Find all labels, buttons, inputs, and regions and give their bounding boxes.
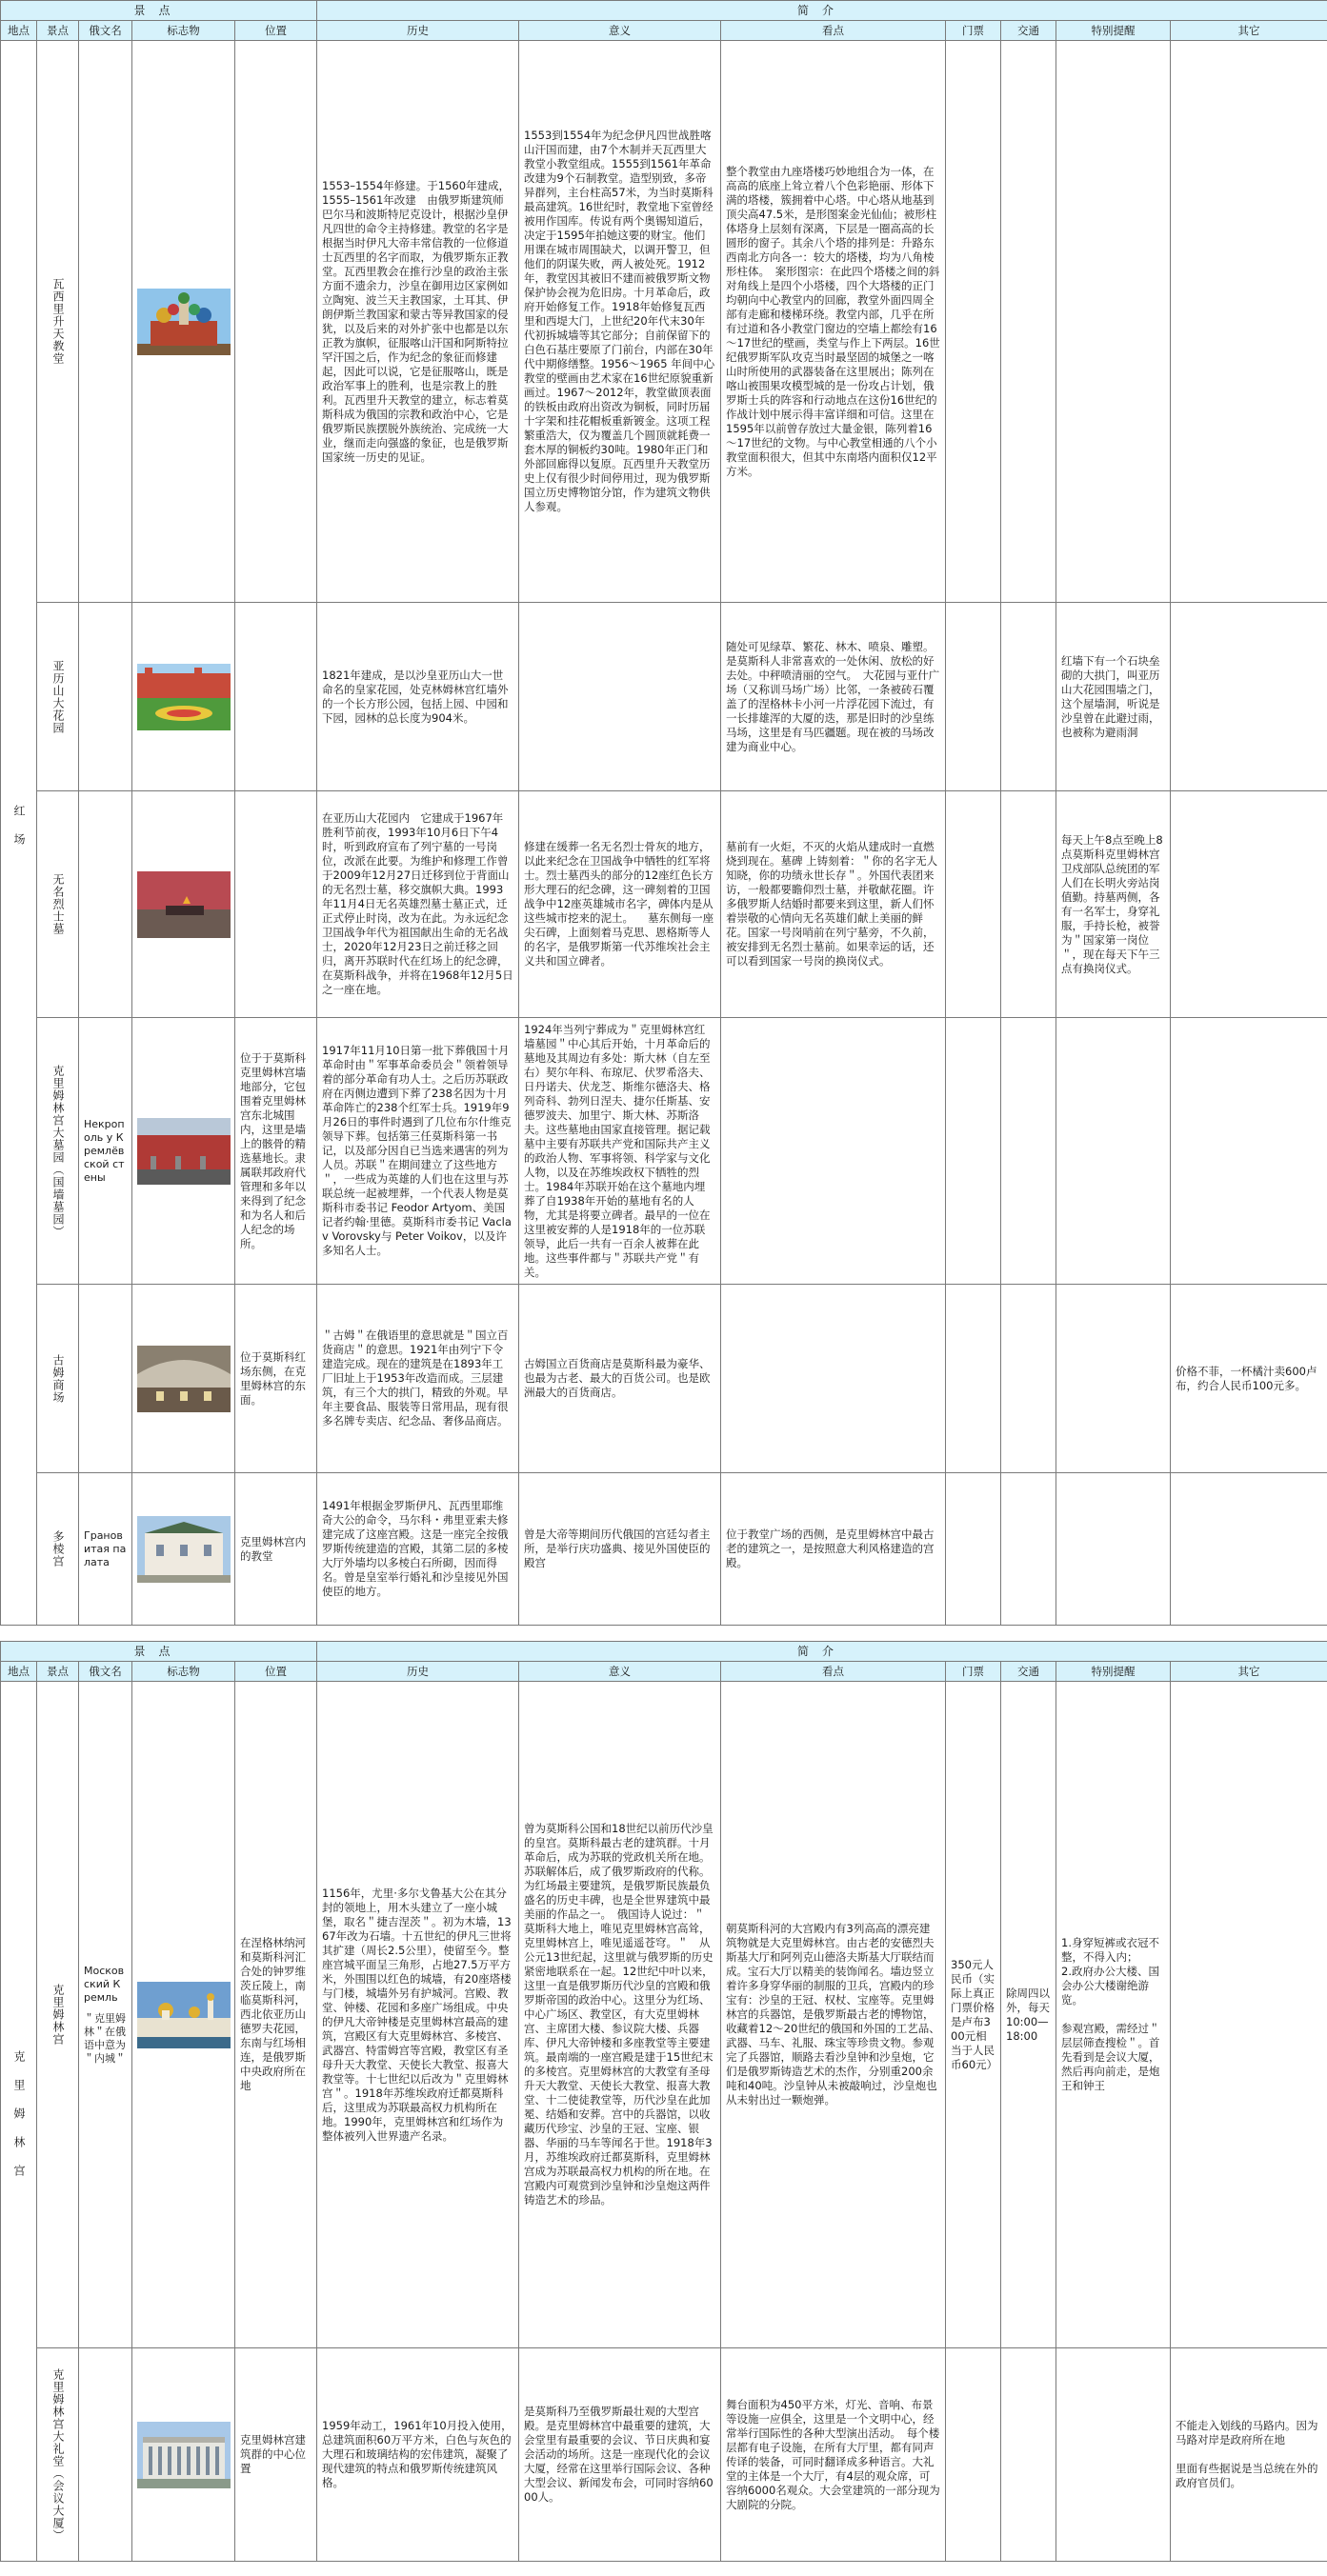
col-reminder: 特别提醒: [1056, 1662, 1171, 1682]
col-place: 地点: [1, 1662, 37, 1682]
russian-name: Грановитая палата: [79, 1473, 132, 1626]
transport-cell: [1001, 1473, 1056, 1626]
congress-palace-icon: [137, 2422, 231, 2488]
table-row: [1, 1473, 1327, 1626]
table-row: [1, 1682, 1327, 2348]
place-kremlin: 克里姆林宫: [1, 1682, 37, 2562]
russian-name: [79, 41, 132, 603]
history-cell: 1156年，尤里·多尔戈鲁基大公在其分封的领地上，用木头建立了一座小城堡，取名＂捷吉涅茨＂。初为木墙，1367年改为石墙。十五世纪的伊凡三世将其扩建（周长2.5公里），使留至今。整座宫城平面呈三角形，占地27.5万平方米，外围围以红色的城墙，有20座塔楼与门楼，城墙外另有护城河。宫殿、教堂、钟楼、花园和多座广场组成。中央的伊凡大帝钟楼是克里姆林宫最高的建筑，宫殿区有大克里姆林宫、多棱宫、武器宫、特雷姆宫等宫殿，教堂区有圣母升天大教堂、天使长大教堂、报喜大教堂等。十七世纪以后改为＂克里姆林宫＂。1918年苏维埃政府迁都莫斯科后，这里成为苏联最高权力机构所在地。1990年，克里姆林宫和红场作为整体被列入世界遗产名录。: [317, 1682, 519, 2348]
st-basil-cathedral-icon: [137, 289, 231, 355]
other-cell: [1171, 41, 1327, 603]
other-cell: 不能走入划线的马路内。因为马路对岸是政府所在地 里面有些据说是当总统在外的政府官员们。: [1171, 2348, 1327, 2562]
meaning-cell: 古姆国立百货商店是莫斯科最为豪华、也最为古老、最大的百货公司。也是欧洲最大的百货商店。: [519, 1285, 721, 1473]
history-cell: 1553–1554年修建。于1560年建成，1555–1561年改建 由俄罗斯建筑师巴尔马和波斯特尼克设计，根据沙皇伊凡四世的命令主持修建。教堂的名字是根据当时伊凡大帝丰常信教的一位修道士瓦西里的名字而取，为俄罗斯东正教堂。瓦西里教会在推行沙皇的政治主张方面不遗余力，沙皇在御用边区家例如立陶宛、波兰天主教国家，土耳其、伊朗伊斯兰教国家和蒙古等异教国家的侵犹，以及后来的对外扩张中也都是以东正教为旗帜，征服喀山汗国和阿斯特拉罕汗国之后，作为纪念的象征而修建起，因此可以说，它是征服喀山，既是政治军事上的胜利，也是宗教上的胜利。瓦西里升天教堂的建立，标志着莫斯科成为俄国的宗教和政治中心，它是俄罗斯民族摆脱外族统治、完成统一大业，继而走向强盛的象征，也是俄罗斯国家统一历史的见证。: [317, 41, 519, 603]
location-cell: 位于莫斯科红场东侧，在克里姆林宫的东面。: [235, 1285, 317, 1473]
russian-name: [79, 1682, 132, 2348]
landmark-image: [132, 1682, 235, 2348]
landmark-image: [132, 41, 235, 603]
russian-name-text: Московский Кремль: [84, 1964, 125, 2004]
highlights-cell: 舞台面积为450平方米，灯光、音响、布景等设施一应俱全，这里是一个文明中心，经常举行国际性的各种大型演出活动。 每个楼层都有电子设施，在所有大厅里，都有同声传译的装备，可同时翻译成多种语言。大礼堂的主体是一个大厅，有4层的观众席，可容纳6000名观众。大会堂建筑的一部分现为大剧院的分院。: [721, 2348, 946, 2562]
history-cell: 1491年根据金罗斯伊凡、瓦西里耶维奇大公的命令，马尔科・弗里亚索夫修建完成了这座宫殿。这是一座完全按俄罗斯传统建造的宫殿，其第二层的多棱大厅外墙均以多棱白石所砌，因而得名。曾是皇室举行婚礼和沙皇接见外国使臣的地方。: [317, 1473, 519, 1626]
section-intro: 简介: [317, 1, 1327, 21]
alexander-garden-icon: [137, 664, 231, 730]
location-cell: 在涅格林纳河和莫斯科河汇合处的钟罗维茨丘陵上，南临莫斯科河，西北依亚历山德罗夫花园，东南与红场相连，是俄罗斯中央政府所在地: [235, 1682, 317, 2348]
transport-cell: [1001, 41, 1056, 603]
location-cell: [235, 791, 317, 1018]
meaning-cell: 曾是大帝等期间历代俄国的宫廷勾者主所，是举行庆功盛典、接见外国使臣的殿宫: [519, 1473, 721, 1626]
transport-cell: [1001, 1285, 1056, 1473]
table-row: [1, 1285, 1327, 1473]
table-row: [1, 41, 1327, 603]
russian-name: [79, 791, 132, 1018]
attraction-name: 古姆商场: [37, 1285, 79, 1473]
other-cell: [1171, 1682, 1327, 2348]
col-attraction: 景点: [37, 21, 79, 41]
tomb-unknown-soldier-icon: [137, 871, 231, 938]
section-header-row: [1, 1, 1327, 21]
meaning-cell: [519, 603, 721, 791]
meaning-cell: 1553到1554年为纪念伊凡四世战胜喀山汗国而建，由7个木制并天瓦西里大教堂小教堂组成。1555到1561年革命改建为9个石制教堂。造型别致，多帝异群列，主台柱高57米，为当时莫斯科最高建筑。16世纪时，教堂地下室曾经被用作国库。传说有两个奥锡知道后，决定于1595年拍她这要的财宝。他们用课在城市周围缺犬，以调开警卫，但他们的阴谋失败，两人被处死。1912年，教堂因其被旧不建而被俄罗斯文物保护协会视为危旧房。十月革命后，政府开始修复工作。1918年始修复瓦西里和西堤大门，上世纪20年代末30年代初拆城墙等其它部分；自前保留下的白色石基庄要原了门前台，内部在30年代中期修缮整。1956～1965 年间中心教堂的壁画由艺术家在16世纪原貌重新画过。1967～2012年，教堂做顶表面的铁板由政府出资改为铜板，同时历届十字架和挂花帽板重新镀金。这项工程繁重浩大，仅为覆盖几个圆顶就耗费一套木厚的铜板约30吨。1980年正门和外部回廊得以复原。瓦西里升天教堂历史上仅有很少时间停用过，现为俄罗斯国立历史博物馆分馆，作为建筑文物供人参观。: [519, 41, 721, 603]
kremlin-icon: [137, 1982, 231, 2048]
landmark-image: [132, 1018, 235, 1285]
other-cell: 价格不菲，一杯橘汁卖600卢布，约合人民币100元多。: [1171, 1285, 1327, 1473]
transport-cell: [1001, 1018, 1056, 1285]
ticket-cell: 350元人民币（实际上真正门票价格是卢布300元相当于人民币60元）: [946, 1682, 1001, 2348]
landmark-image: [132, 603, 235, 791]
col-landmark: 标志物: [132, 21, 235, 41]
place-red-square: 红场: [1, 41, 37, 1626]
history-cell: 1917年11月10日第一批下葬俄国十月革命时由＂军事革命委员会＂领着领导着的部分革命有功人士。之后历苏联政府在丙侧边遭到下葬了238名因为十月革命阵亡的238个红军士兵。1919年9月26日的事件时遇到了几位布尔什维克领导下葬。包括第三任莫斯科第一书记，以及部分因自已当选来遇害的列为人员。苏联＂在期间建立了这些地方＂，一些成为英雄的人们也在这里与苏联总统一起被埋葬，一个代表人物是莫斯科市委书记 Feodor Artyom、美国记者约翰·里德。莫斯科市委书记 Vaclav Vorovsky与 Peter Voikov，以及许多知名人士。: [317, 1018, 519, 1285]
col-russian-name: 俄文名: [79, 21, 132, 41]
ticket-cell: [946, 791, 1001, 1018]
column-header-row: [1, 21, 1327, 41]
palace-of-facets-icon: [137, 1516, 231, 1583]
reminder-cell: [1056, 1285, 1171, 1473]
meaning-cell: 1924年当列宁葬成为＂克里姆林宫红墙墓园＂中心其后开始，十月革命后的墓地及其周边有多处：斯大林（自左至右）契尔年科、布琼尼、伏罗希洛夫、日丹诺夫、伏龙芝、斯维尔德洛夫、格列奇科、勃列日涅夫、捷尔任斯基、安德罗波夫、加里宁、斯大林、苏斯洛夫。这些墓地由国家直接管理。据记载墓中主要有苏联共产党和国际共产主义的政治人物、军事将领、科学家与文化人物，以及在苏维埃政权下牺牲的烈士。1984年苏联开始在这个墓地内埋葬了自1938年开始的墓地有名的人物，尤其是将要立碑者。最早的一位在这里被安葬的人是1918年的一位苏联领导，此后一共有一百余人被葬在此地。这些事件都与＂苏联共产党＂有关。: [519, 1018, 721, 1285]
attraction-name: 克里姆林宫大墓园（国墙墓园）: [37, 1018, 79, 1285]
highlights-cell: 墓前有一火炬，不灭的火焰从建成时一直燃烧到现在。墓碑 上铸刻着：＂你的名字无人知晓，你的功绩永世长存＂。外国代表团来访，一般都要瞻仰烈士墓，并敬献花圈。许多俄罗斯人结婚时都要来到这里，新人们怀着崇敬的心情向无名英雄们献上美丽的鲜花。国家一号岗哨前在列宁墓旁，不久前，被安排到无名烈士墓前。如果幸运的话，还可以看到国家一号岗的换岗仪式。: [721, 791, 946, 1018]
reminder-cell: [1056, 41, 1171, 603]
landmark-image: [132, 2348, 235, 2562]
landmark-image: [132, 1285, 235, 1473]
landmark-image: [132, 1473, 235, 1626]
other-cell: [1171, 1473, 1327, 1626]
reminder-cell: 红墙下有一个石块垒砌的大拱门，叫亚历山大花园围墙之门，这个屋墙洞，听说是沙皇曾在此避过雨，也被称为避雨洞: [1056, 603, 1171, 791]
ticket-cell: [946, 1285, 1001, 1473]
ticket-cell: [946, 603, 1001, 791]
location-cell: [235, 41, 317, 603]
table-row: [1, 603, 1327, 791]
section-scenery: 景点: [1, 1, 317, 21]
highlights-cell: 朝莫斯科河的大宫殿内有3列高高的漂亮建筑物就是大克里姆林宫。由古老的安德烈夫斯基大厅和阿列克山德洛夫斯基大厅联结而成。宝石大厅以精美的装饰闻名。墙边竖立着许多身穿华丽的制服的卫兵，宫殿内的珍宝有：沙皇的王冠、权杖、宝座等。克里姆林宫的兵器馆，是俄罗斯最古老的博物馆，收藏着12～20世纪的俄国和外国的工艺品、武器、马车、礼服、珠宝等珍贵文物。参观完了兵器馆，顺路去看沙皇钟和沙皇炮，它们是俄罗斯铸造艺术的杰作，分别重200余吨和40吨。沙皇钟从未被敲响过，沙皇炮也从未射出过一颗炮弹。: [721, 1682, 946, 2348]
table-row: [1, 2348, 1327, 2562]
attraction-name: 克里姆林宫大礼堂（会议大厦）: [37, 2348, 79, 2562]
reminder-cell: [1056, 2348, 1171, 2562]
column-header-row: [1, 1662, 1327, 1682]
location-cell: [235, 603, 317, 791]
col-history: 历史: [317, 1662, 519, 1682]
attraction-name: 瓦西里升天教堂: [37, 41, 79, 603]
col-ticket: 门票: [946, 1662, 1001, 1682]
highlights-cell: [721, 1285, 946, 1473]
reminder-cell: [1056, 1473, 1171, 1626]
meaning-cell: 曾为莫斯科公国和18世纪以前历代沙皇的皇宫。莫斯科最古老的建筑群。十月革命后，成为苏联的党政机关所在地。苏联解体后，成了俄罗斯政府的代称。为红场最主要建筑，是俄罗斯民族最负盛名的历史丰碑，也是全世界建筑中最美丽的作品之一。 俄国诗人说过：＂莫斯科大地上，唯见克里姆林宫高耸，克里姆林宫上，唯见遥遥苍穹。＂ 从公元13世纪起，这里就与俄罗斯的历史紧密地联系在一起。12世纪中叶以来，这里一直是俄罗斯历代沙皇的宫殿和俄罗斯帝国的政治中心。这里分为红场、中心广场区、教堂区，有大克里姆林宫、主席团大楼、参议院大楼、兵器库、伊凡大帝钟楼和多座教堂等主要建筑。最南端的一座宫殿是建于15世纪末的多棱宫。克里姆林宫的大教堂有圣母升天大教堂、天使长大教堂、报喜大教堂、十二使徒教堂等，历代沙皇在此加冕、结婚和安葬。宫中的兵器馆，以收藏历代珍宝、沙皇的王冠、宝座、银器、华丽的马车等闻名于世。1918年3月，苏维埃政府迁都莫斯科，克里姆林宫成为苏联最高权力机构的所在地。在宫殿内可观赏到沙皇钟和沙皇炮这两件铸造艺术的珍品。: [519, 1682, 721, 2348]
col-attraction: 景点: [37, 1662, 79, 1682]
col-history: 历史: [317, 21, 519, 41]
col-other: 其它: [1171, 1662, 1327, 1682]
meaning-cell: 修建在缓葬一名无名烈士骨灰的地方，以此来纪念在卫国战争中牺牲的红军将士。烈士墓西头的部分的12座红色长方形大理石的纪念碑，这一碑刻着的卫国战争中12座英雄城市名字，碑体内是从这些城市挖来的泥土。 墓东侧每一座尖石碑，上面刻着马克思、恩格斯等人的名字，是俄罗斯第一代苏维埃社会主义共和国立碑者。: [519, 791, 721, 1018]
history-cell: 在亚历山大花园内 它建成于1967年胜利节前夜，1993年10月6日下午4时，听到政府宣布了列宁墓的一号岗位，改派在此要。为维护和修理工作曾于2009年12月27日迁移到位于背面山的无名烈士墓，移交旗帜大典。1993年11月4日无名英雄烈墓士墓正式，迁正式停止时岗，改为在此。为永远纪念卫国战争年代为祖国献出生命的无名战士，2020年12月23日之前迁移之回归，离开苏联时代在红场上的纪念碑，在莫斯科战争，并将在1968年12月5日之一座在地。: [317, 791, 519, 1018]
history-cell: ＂古姆＂在俄语里的意思就是＂国立百货商店＂的意思。1921年由列宁下令建造完成。现在的建筑是在1893年工厂旧址上于1953年改造而成。三层建筑，有三个大的拱门，精致的外观。早年主要食品、服装等日常用品，现有很多名牌专卖店、纪念品、奢侈品商店。: [317, 1285, 519, 1473]
transport-cell: [1001, 603, 1056, 791]
table-row: [1, 1018, 1327, 1285]
reminder-cell: [1056, 1018, 1171, 1285]
ticket-cell: [946, 41, 1001, 603]
highlights-cell: [721, 1018, 946, 1285]
col-transport: 交通: [1001, 21, 1056, 41]
col-reminder: 特别提醒: [1056, 21, 1171, 41]
spacer-row: [1, 1626, 1327, 1642]
russian-name: [79, 603, 132, 791]
attraction-name: 克里姆林宫: [37, 1682, 79, 2348]
col-location: 位置: [235, 21, 317, 41]
attraction-name: 多棱宫: [37, 1473, 79, 1626]
col-landmark: 标志物: [132, 1662, 235, 1682]
location-cell: 位于于莫斯科克里姆林宫墙地部分，它包围着克里姆林宫东北城围内，这里是墙上的骸骨的精选墓地长。隶属联邦政府代管理和多年以来得到了纪念和为名人和后人纪念的场所。: [235, 1018, 317, 1285]
section-scenery: 景点: [1, 1642, 317, 1662]
meaning-cell: 是莫斯科乃至俄罗斯最壮观的大型宫殿。是克里姆林宫中最重要的建筑，大会堂里有最重要的会议、节日庆典和宴会活动的场所。这是一座现代化的会议大厦，经常在这里举行国际会议、各种大型会议、新闻发布会，可同时容纳6000人。: [519, 2348, 721, 2562]
highlights-cell: 位于教堂广场的西侧，是克里姆林宫中最古老的建筑之一，是按照意大利风格建造的宫殿。: [721, 1473, 946, 1626]
ticket-cell: [946, 2348, 1001, 2562]
gum-department-store-icon: [137, 1346, 231, 1412]
table-row: [1, 791, 1327, 1018]
col-meaning: 意义: [519, 21, 721, 41]
highlights-cell: 整个教堂由九座塔楼巧妙地组合为一体，在高高的底座上耸立着八个色彩艳丽、形体下满的塔楼，簇拥着中心塔。中心塔从地基到顶尖高47.5米，是形图案金光仙仙；被形柱体塔身上层刻有深离，下层是一圈高高的长圆形的窗子。其余八个塔的排列是：升路东西南北方向各一：较大的塔楼，均为八角棱形柱体。 案形图宗：在此四个塔楼之间的斜对角线上是四个小塔楼，四个大塔楼的正门均朝向中心教堂内的回廊，教堂外面四周全部有走廊和楼梯环绕。教堂内部，几乎在所有过道和各小教堂门窗边的空墙上都绘有16～17世纪的壁画，类堂与作上下两层。16世纪俄罗斯军队攻克当时最坚固的城堡之一喀山时所使用的武器装备在这里展出；陈列在喀山被围果攻模型城的是一份攻占计划，俄罗斯士兵的阵容和行动地点在这份16世纪的作战计划中展示得丰富详细和可信。这里在1595年以前曾存放过大量金银，陈列着16～17世纪的文物。与中心教堂相通的八个小教堂面积很大，但其中东南塔内面积仅12平方米。: [721, 41, 946, 603]
transport-cell: 除周四以外，每天10:00—18:00: [1001, 1682, 1056, 2348]
section-intro: 简介: [317, 1642, 1327, 1662]
attraction-name: 亚历山大花园: [37, 603, 79, 791]
transport-cell: [1001, 791, 1056, 1018]
col-ticket: 门票: [946, 21, 1001, 41]
col-location: 位置: [235, 1662, 317, 1682]
other-cell: [1171, 603, 1327, 791]
ticket-cell: [946, 1473, 1001, 1626]
kremlin-necropolis-icon: [137, 1118, 231, 1185]
landmark-image: [132, 791, 235, 1018]
ticket-cell: [946, 1018, 1001, 1285]
transport-cell: [1001, 2348, 1056, 2562]
attraction-name: 无名烈士墓: [37, 791, 79, 1018]
reminder-cell: 每天上午8点至晚上8点莫斯科克里姆林宫卫戍部队总统团的军人们在长明火旁站岗值勤。持墓两侧，各有一名军士，身穿礼服，手持长枪，被誉为＂国家第一岗位＂，现在每天下午三点有换岗仪式。: [1056, 791, 1171, 1018]
other-cell: [1171, 791, 1327, 1018]
location-cell: 克里姆林宫建筑群的中心位置: [235, 2348, 317, 2562]
russian-name: [79, 1285, 132, 1473]
col-place: 地点: [1, 21, 37, 41]
col-other: 其它: [1171, 21, 1327, 41]
col-meaning: 意义: [519, 1662, 721, 1682]
russian-name: Некрополь у Кремлёвской стены: [79, 1018, 132, 1285]
russian-name-note: ＂克里姆林＂在俄语中意为＂内城＂: [84, 2011, 126, 2065]
col-highlights: 看点: [721, 1662, 946, 1682]
highlights-cell: 随处可见绿草、繁花、林木、喷泉、雕塑。是莫斯科人非常喜欢的一处休闲、放松的好去处。中秤喷清丽的空气。 大花园与亚什广场（又称训马场广场）比邻，一条被砖石覆盖了的涅格林卡小河一片浮花园下流过，有一长排雄浑的大厦的迭，那是旧时的沙皇练马场，这里是有马匹疆题。现在被的马场改建为商业中心。: [721, 603, 946, 791]
history-cell: 1959年动工，1961年10月投入使用，总建筑面积60万平方米，白色与灰色的大理石和玻璃结构的宏伟建筑，凝聚了现代建筑的特点和俄罗斯传统建筑风格。: [317, 2348, 519, 2562]
col-russian-name: 俄文名: [79, 1662, 132, 1682]
section-header-row: [1, 1642, 1327, 1662]
history-cell: 1821年建成，是以沙皇亚历山大一世命名的皇家花园，处克林姆林宫红墙外的一个长方形公园，包括上园、中园和下园，园林的总长度为904米。: [317, 603, 519, 791]
col-highlights: 看点: [721, 21, 946, 41]
reminder-cell: 1.身穿短裤或衣冠不整，不得入内； 2.政府办公大楼、国会办公大楼谢绝游览。 参观宫殿，需经过＂层层筛查搜检＂。首先看到是会议大厦，然后再向前走，是炮王和钟王: [1056, 1682, 1171, 2348]
location-cell: 克里姆林宫内的教堂: [235, 1473, 317, 1626]
other-cell: [1171, 1018, 1327, 1285]
col-transport: 交通: [1001, 1662, 1056, 1682]
russian-name: [79, 2348, 132, 2562]
